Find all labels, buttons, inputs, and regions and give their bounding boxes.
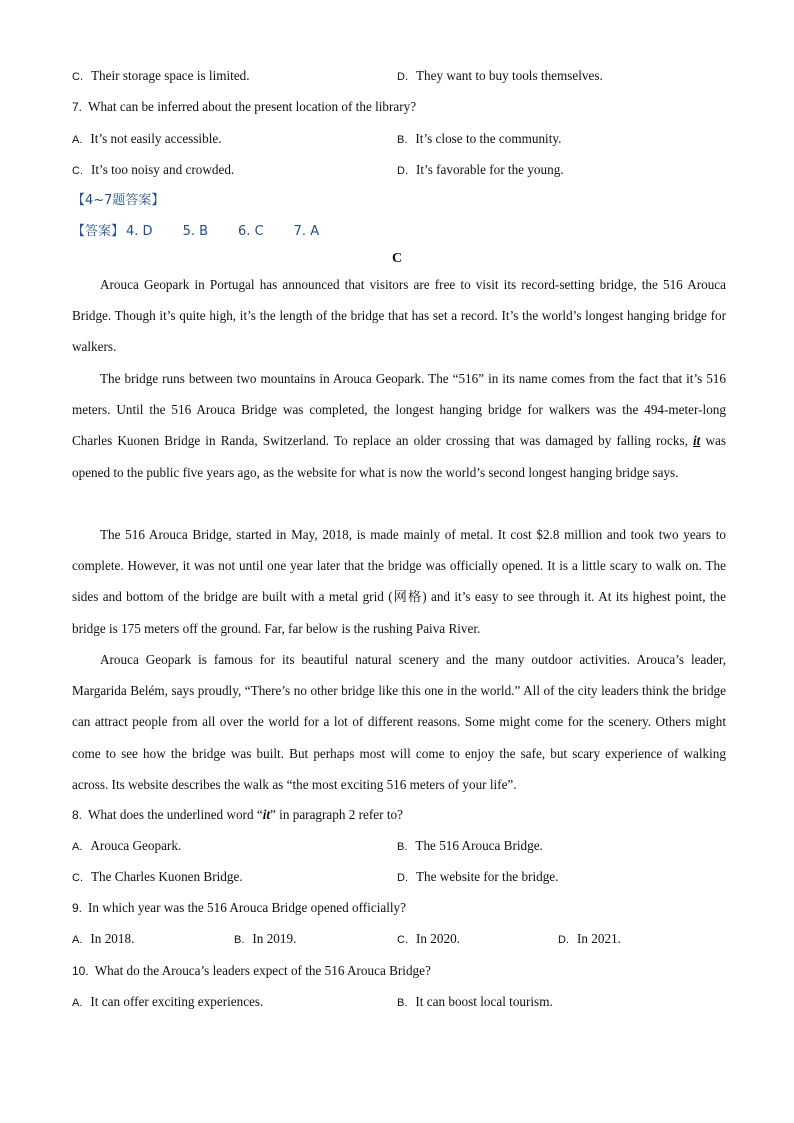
option-letter: B. (234, 934, 245, 946)
question-number: 8. (72, 808, 83, 822)
q7-option-b[interactable] (397, 131, 561, 148)
q7-option-d[interactable] (397, 162, 564, 179)
option-letter: D. (397, 71, 408, 83)
option-letter: A. (72, 134, 83, 146)
section-title: C (391, 251, 403, 266)
q8-option-d[interactable] (397, 869, 558, 886)
option-text: They want to buy tools themselves. (416, 68, 603, 83)
q6-option-c[interactable] (72, 68, 250, 85)
option-letter: A. (72, 934, 83, 946)
question-text: What does the underlined word “ (88, 807, 263, 822)
question-text: ” in paragraph 2 refer to? (270, 807, 403, 822)
question-10 (72, 963, 431, 979)
option-letter: D. (397, 872, 408, 884)
q9-option-d[interactable] (558, 931, 621, 948)
option-text: It’s not easily accessible. (90, 131, 222, 146)
option-letter: B. (397, 134, 408, 146)
q8-option-a[interactable] (72, 838, 181, 855)
option-text: In 2019. (252, 931, 297, 946)
q9-option-a[interactable] (72, 931, 134, 948)
question-number: 7. (72, 100, 83, 114)
passage-paragraph-4: Arouca Geopark is famous for its beautiful natural scenery and the many outdoor activities. Arouca’s leader, Margarida Belém, says proudly, “There’s no other bridge like this one in the world.” All of the city leaders think the bridge can attract people from all over the world for a lot of different reasons. Some might come for the scenery. Others might come to see how the bridge was built. But perhaps most will come to enjoy the safe, but scary experience of walking across. Its website describes the walk as “the most exciting 516 meters of your life”. (72, 652, 726, 792)
q9-option-c[interactable] (397, 931, 460, 948)
option-letter: B. (397, 841, 408, 853)
option-text: The website for the bridge. (416, 869, 559, 884)
question-8 (72, 807, 403, 823)
answer-label: 【答案】 (72, 224, 125, 239)
question-keyword: it (262, 807, 271, 822)
q10-option-b[interactable] (397, 994, 553, 1011)
option-letter: C. (72, 872, 83, 884)
option-text: In 2020. (416, 931, 460, 946)
option-text: The Charles Kuonen Bridge. (91, 869, 243, 884)
answer-value: 6. C (238, 224, 264, 239)
passage-paragraph-2 (72, 363, 726, 488)
answer-value: 4. D (126, 224, 153, 239)
option-letter: C. (72, 71, 83, 83)
option-text: It’s close to the community. (415, 131, 562, 146)
q9-option-b[interactable] (234, 931, 296, 948)
answer-value: 5. B (182, 224, 209, 239)
underlined-word-it: it (693, 433, 701, 449)
option-letter: A. (72, 841, 83, 853)
paragraph-text: was opened to the public five years ago, as the website for what is now the world’s second longest hanging bridge says. (72, 433, 726, 480)
option-letter: A. (72, 997, 83, 1009)
q8-option-c[interactable] (72, 869, 243, 886)
option-letter: C. (397, 934, 408, 946)
option-letter: D. (558, 934, 569, 946)
q7-option-c[interactable] (72, 162, 234, 179)
q6-option-d[interactable] (397, 68, 603, 85)
question-9 (72, 900, 406, 916)
option-text: In 2021. (577, 931, 621, 946)
option-text: It’s favorable for the young. (416, 162, 564, 177)
answer-value: 7. A (293, 224, 320, 239)
answer-heading: 【4~7题答案】 (72, 193, 165, 208)
passage-paragraph-3: The 516 Arouca Bridge, started in May, 2018, is made mainly of metal. It cost $2.8 million and took two years to complete. However, it was not until one year later that the bridge was officially opened. It is a little scary to walk on. The sides and bottom of the bridge are built with a metal grid (网格) and it’s easy to see through it. At its highest point, the bridge is 175 meters off the ground. Far, far below is the rushing Paiva River. (72, 527, 726, 636)
option-text: In 2018. (90, 931, 135, 946)
option-text: It’s too noisy and crowded. (91, 162, 235, 177)
q8-option-b[interactable] (397, 838, 543, 855)
question-text: What can be inferred about the present location of the library? (88, 99, 417, 114)
option-text: It can boost local tourism. (415, 994, 553, 1009)
question-text: What do the Arouca’s leaders expect of the 516 Arouca Bridge? (94, 963, 431, 978)
q10-option-a[interactable] (72, 994, 263, 1011)
option-letter: D. (397, 165, 408, 177)
option-text: The 516 Arouca Bridge. (415, 838, 543, 853)
question-number: 9. (72, 901, 83, 915)
option-letter: C. (72, 165, 83, 177)
question-number: 10. (72, 964, 89, 978)
q7-option-a[interactable] (72, 131, 222, 148)
option-text: Arouca Geopark. (90, 838, 182, 853)
option-letter: B. (397, 997, 408, 1009)
answer-line (72, 224, 349, 240)
option-text: It can offer exciting experiences. (90, 994, 264, 1009)
question-7 (72, 99, 416, 115)
option-text: Their storage space is limited. (91, 68, 250, 83)
question-text: In which year was the 516 Arouca Bridge opened officially? (88, 900, 406, 915)
passage-paragraph-1: Arouca Geopark in Portugal has announced that visitors are free to visit its record-setting bridge, the 516 Arouca Bridge. Though it’s quite high, it’s the length of the bridge that has set a record. It’s the world’s longest hanging bridge for walkers. (72, 277, 726, 355)
paragraph-text: The bridge runs between two mountains in Arouca Geopark. The “516” in its name comes from the fact that it’s 516 meters. Until the 516 Arouca Bridge was completed, the longest hanging bridge for walkers was the 494-meter-long Charles Kuonen Bridge in Randa, Switzerland. To replace an older crossing that was damaged by falling rocks, (72, 371, 726, 449)
